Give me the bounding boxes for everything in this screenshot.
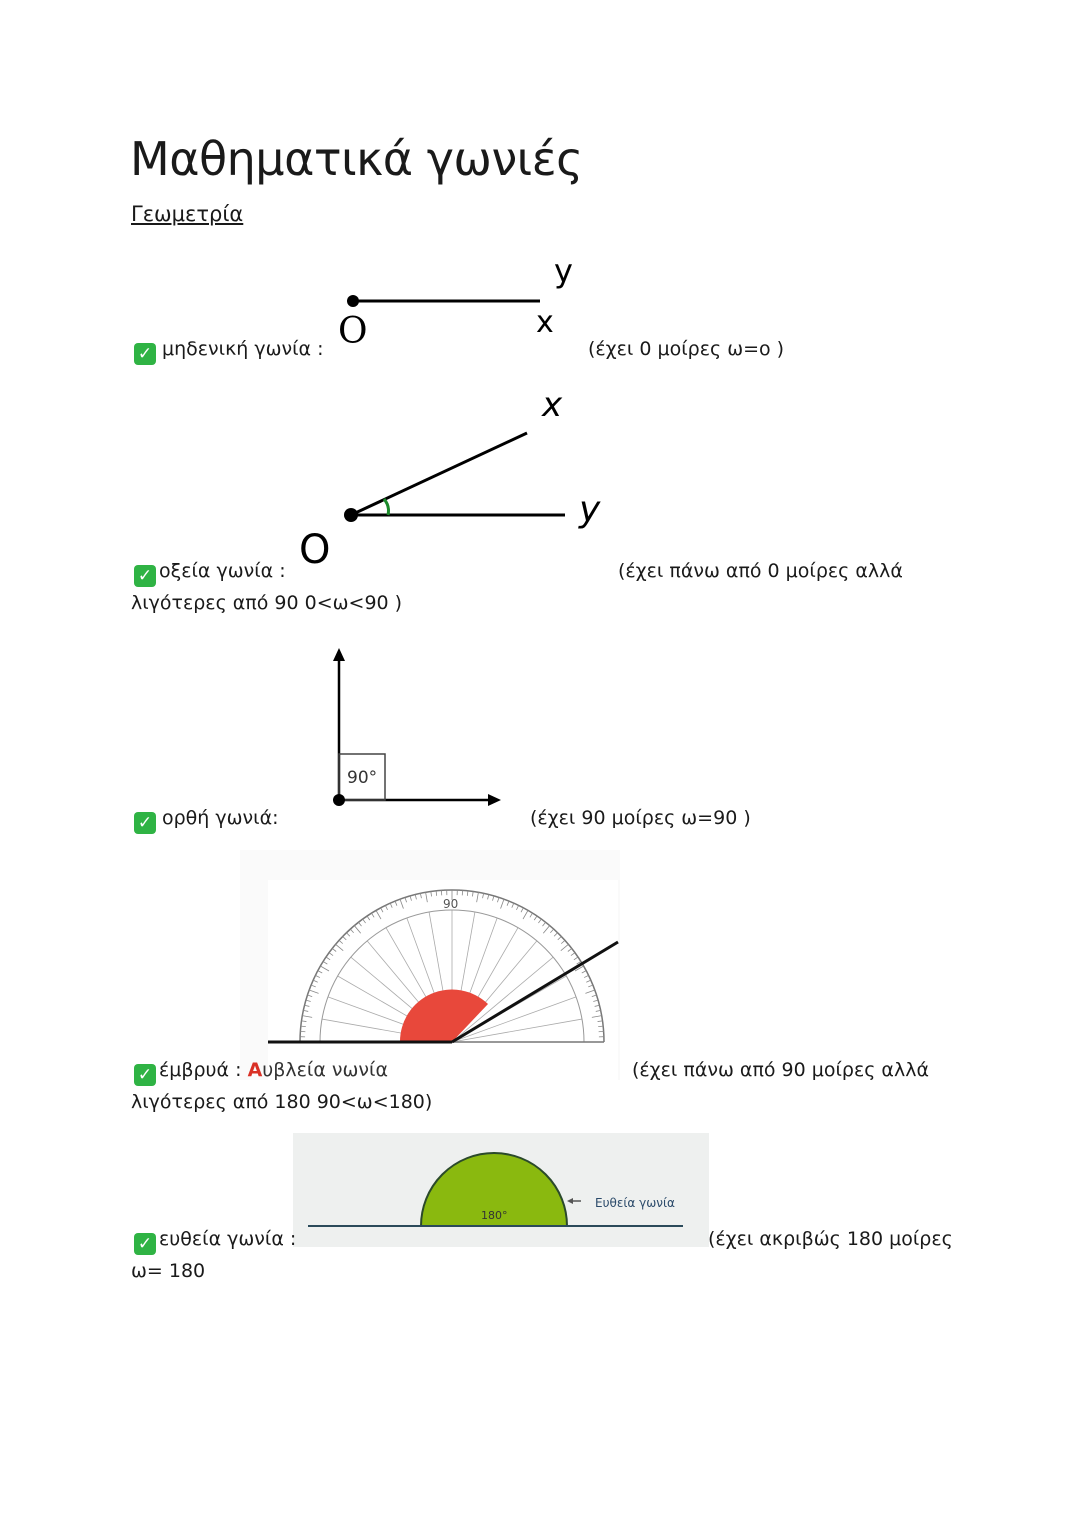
right-angle-figure bbox=[325, 645, 510, 810]
page-subtitle[interactable]: Γεωμετρία bbox=[131, 202, 244, 226]
check-box-icon: ✓ bbox=[134, 565, 156, 587]
acute-angle-note: (έχει πάνω από 0 μοίρες αλλά bbox=[618, 560, 903, 582]
protractor-top-tick-label: 90 bbox=[443, 897, 459, 911]
acute-angle-figure bbox=[295, 385, 615, 575]
right-angle-line bbox=[134, 807, 279, 834]
check-box-icon: ✓ bbox=[134, 1233, 156, 1255]
acute-angle-label: οξεία γωνία : bbox=[159, 560, 286, 582]
obtuse-angle-prefix: έμβρυά : bbox=[159, 1059, 242, 1081]
acute-angle-line bbox=[134, 560, 286, 587]
check-box-icon: ✓ bbox=[134, 812, 156, 834]
right-angle-label: ορθή γωνιά: bbox=[162, 807, 279, 829]
zero-angle-label: μηδενική γωνία : bbox=[162, 338, 324, 360]
straight-angle-figure bbox=[293, 1133, 709, 1247]
right-angle-degree-label: 90° bbox=[347, 768, 378, 788]
protractor-tick bbox=[301, 1026, 306, 1027]
protractor-tick bbox=[598, 1026, 603, 1027]
check-box-icon: ✓ bbox=[134, 343, 156, 365]
straight-angle-note-cont: ω= 180 bbox=[131, 1260, 206, 1282]
protractor-tick bbox=[467, 891, 468, 896]
zero-ray-y-label: y bbox=[554, 252, 573, 290]
right-angle-note: (έχει 90 μοίρες ω=90 ) bbox=[530, 807, 751, 829]
zero-angle-note: (έχει 0 μοίρες ω=ο ) bbox=[588, 338, 785, 360]
page-title: Μαθηματικά γωνιές bbox=[130, 132, 583, 186]
obtuse-angle-red-letter: Α bbox=[247, 1059, 263, 1081]
obtuse-angle-label: υβλεία νωνία bbox=[262, 1059, 388, 1081]
acute-vertex-label: O bbox=[299, 527, 331, 573]
zero-ray-x-label: x bbox=[536, 305, 554, 340]
protractor-tick bbox=[436, 891, 437, 896]
zero-vertex-label: O bbox=[338, 311, 368, 350]
straight-angle-arrow-label: Ευθεία γωνία bbox=[595, 1196, 675, 1210]
acute-angle-note-cont: λιγότερες από 90 0<ω<90 ) bbox=[131, 592, 403, 614]
zero-angle-figure bbox=[330, 250, 590, 350]
straight-angle-label: ευθεία γωνία : bbox=[159, 1228, 297, 1250]
obtuse-angle-note-cont: λιγότερες από 180 90<ω<180) bbox=[131, 1091, 433, 1113]
straight-angle-line bbox=[134, 1228, 296, 1255]
protractor-figure bbox=[240, 850, 620, 1080]
straight-angle-note: (έχει ακριβώς 180 μοίρες bbox=[708, 1228, 953, 1250]
acute-ray-x-label: x bbox=[542, 385, 563, 425]
obtuse-angle-line bbox=[134, 1059, 388, 1086]
obtuse-angle-note: (έχει πάνω από 90 μοίρες αλλά bbox=[632, 1059, 929, 1081]
zero-angle-line bbox=[134, 338, 324, 365]
check-box-icon: ✓ bbox=[134, 1064, 156, 1086]
acute-ray-y-label: y bbox=[579, 489, 601, 530]
straight-angle-degree-label: 180° bbox=[481, 1209, 508, 1222]
